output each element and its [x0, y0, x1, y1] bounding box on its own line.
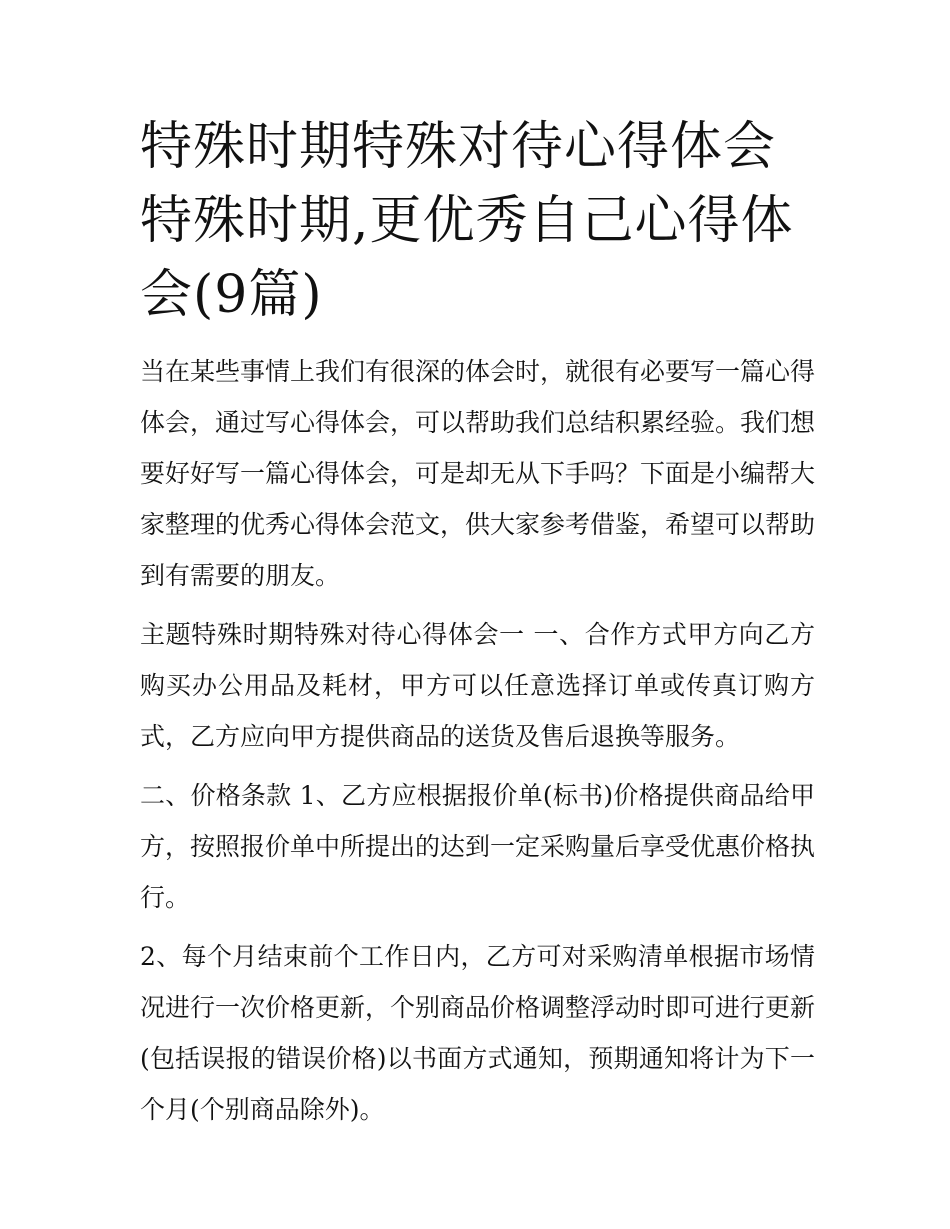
paragraph-price-terms: 二、价格条款 1、乙方应根据报价单(标书)价格提供商品给甲方，按照报价单中所提出的达到一定采购量后享受优惠价格执行。 — [140, 781, 816, 912]
document-title: 特殊时期特殊对待心得体会 特殊时期,更优秀自己心得体会(9篇) — [140, 117, 794, 325]
document-page — [140, 110, 815, 1135]
paragraph-cooperation: 主题特殊时期特殊对待心得体会一 一、合作方式甲方向乙方购买办公用品及耗材，甲方可以任意选择订单或传真订购方式，乙方应向甲方提供商品的送货及售后退换等服务。 — [140, 620, 815, 751]
paragraph-price-update: 2、每个月结束前个工作日内，乙方可对采购清单根据市场情况进行一次价格更新，个别商品价格调整浮动时即可进行更新(包括误报的错误价格)以书面方式通知，预期通知将计为下一个月(个别商品除外)。 — [140, 942, 816, 1124]
paragraph-intro: 当在某些事情上我们有很深的体会时，就很有必要写一篇心得体会，通过写心得体会，可以帮助我们总结积累经验。我们想要好好写一篇心得体会，可是却无从下手吗？下面是小编帮大家整理的优秀心得体会范文，供大家参考借鉴，希望可以帮助到有需要的朋友。 — [140, 357, 816, 590]
